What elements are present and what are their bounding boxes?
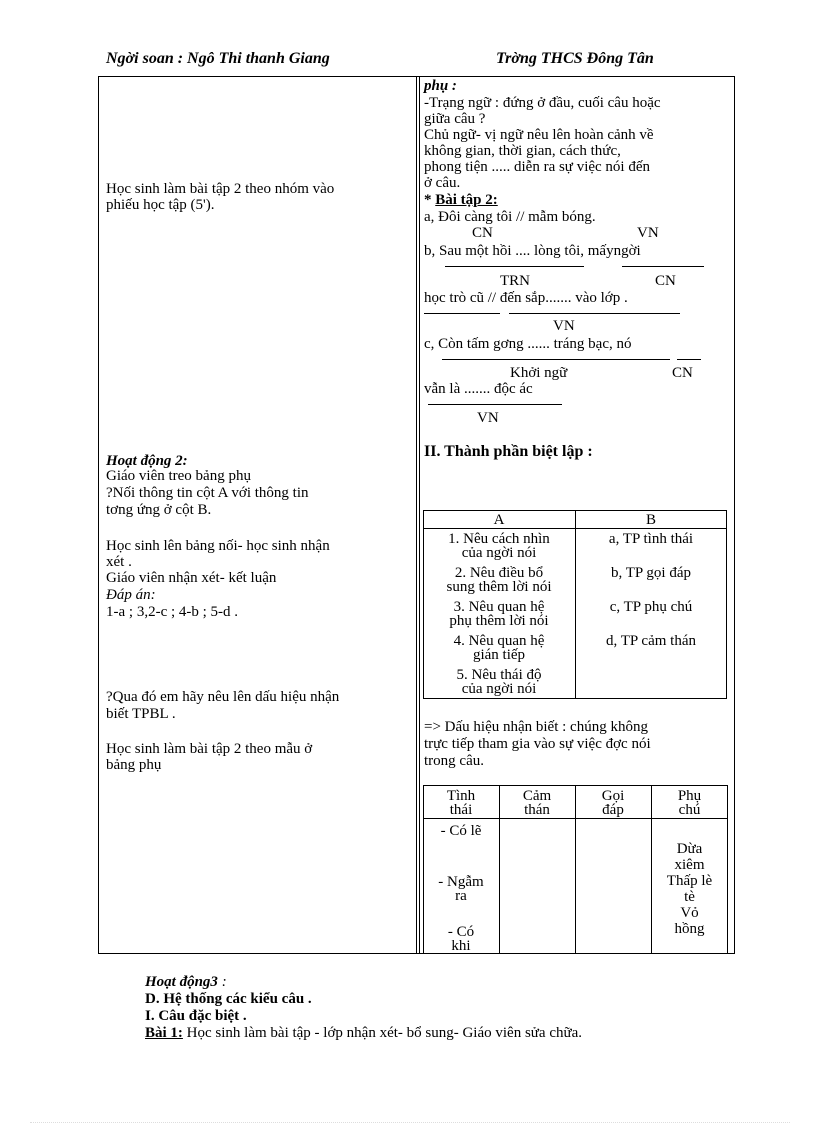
answer-label: Đáp án: [106, 587, 156, 603]
sentence-b-2: học trò cũ // đến sắp....... vào lớp . [424, 290, 628, 306]
class-header-phu-chu: Phụ chú [677, 788, 702, 818]
b-item-4: d, TP cảm thán [606, 633, 696, 649]
sign-text-2: trực tiếp tham gia vào sự việc đợc nói [424, 736, 651, 752]
sentence-a-vn: VN [637, 225, 659, 241]
underline-c-cn [677, 359, 701, 360]
adverbial-3: Chủ ngữ- vị ngữ nêu lên hoàn cảnh về [424, 127, 654, 143]
column-divider-outer [416, 76, 417, 954]
adverbial-4: không gian, thời gian, cách thức, [424, 143, 621, 159]
exercise2-title: Bài tập 2: [435, 192, 498, 208]
tinh-thai-item-3: - Có khi [447, 925, 475, 954]
section2-title: II. Thành phần biệt lập : [424, 443, 593, 460]
tinh-thai-item-2: - Ngẫm ra [438, 874, 484, 904]
teacher-conclude: Giáo viên nhận xét- kết luận [106, 570, 277, 586]
section-i: I. Câu đặc biệt . [145, 1008, 247, 1024]
exercise1-label: Bài 1: [145, 1025, 183, 1041]
student-board-1: Học sinh lên bảng nối- học sinh nhận [106, 538, 330, 554]
school-line: Trờng THCS Đông Tân [496, 50, 654, 67]
b-item-1: a, TP tình thái [608, 531, 694, 547]
author-line: Ngời soan : Ngô Thi thanh Giang [106, 50, 330, 67]
underline-b-vn [509, 313, 680, 314]
sentence-c-cn: CN [672, 365, 693, 381]
adverbial-1: -Trạng ngữ : đứng ở đầu, cuối câu hoặc [424, 95, 661, 111]
col-b-header: B [645, 512, 656, 528]
a-item-3: 3. Nêu quan hệ phụ thêm lời nói [449, 599, 549, 629]
question-signs-2: biết TPBL . [106, 706, 176, 722]
sentence-a-cn: CN [472, 225, 493, 241]
sentence-c-2: vẫn là ....... độc ác [424, 381, 533, 397]
activity2-title: Hoạt động 2: [106, 453, 188, 469]
underline-b-cn [622, 266, 704, 267]
sign-text-1: => Dấu hiệu nhận biết : chúng không [424, 719, 648, 735]
phu-chu-items: Dừa xiêm Thấp lè tè Vỏ hồng [666, 841, 713, 937]
exercise1-line [145, 1026, 582, 1041]
student-board-2: xét . [106, 554, 132, 570]
sentence-a: a, Đôi càng tôi // mẫm bóng. [424, 209, 596, 225]
matching-table-divider [575, 510, 576, 699]
sentence-b-vn: VN [553, 318, 575, 334]
class-header-cam-than: Cảm thán [522, 788, 552, 818]
question-connect-2: tơng ứng ở cột B. [106, 502, 212, 518]
a-item-1: 1. Nêu cách nhìn của ngời nói [448, 531, 550, 561]
tinh-thai-item-1: - Có lẽ [440, 823, 482, 839]
sign-text-3: trong câu. [424, 753, 484, 769]
sentence-c: c, Còn tấm gơng ...... tráng bạc, nó [424, 336, 632, 352]
underline-b-cn2 [424, 313, 500, 314]
task-model-2: bảng phụ [106, 757, 162, 773]
col-a-header: A [493, 512, 505, 528]
underline-c-khoi [442, 359, 670, 360]
a-item-2: 2. Nêu điều bổ sung thêm lời nói [446, 565, 552, 595]
adverbial-2: giữa câu ? [424, 111, 486, 127]
underline-b-trn [445, 266, 584, 267]
exercise2-heading [424, 193, 498, 208]
sentence-c-vn: VN [477, 410, 499, 426]
sentence-c-khoi: Khởi ngữ [510, 365, 568, 381]
task-model-1: Học sinh làm bài tập 2 theo mẫu ở [106, 741, 313, 757]
class-header-goi-dap: Gọi đáp [601, 788, 625, 818]
b-item-3: c, TP phụ chú [609, 599, 693, 615]
column-divider-inner [419, 76, 420, 954]
adverbial-5: phong tiện ..... diễn ra sự việc nói đến [424, 159, 650, 175]
b-item-2: b, TP gọi đáp [610, 565, 691, 581]
sentence-b-cn: CN [655, 273, 676, 289]
task-group-line-2: phiếu học tập (5'). [106, 197, 215, 213]
section-d: D. Hệ thống các kiểu câu . [145, 991, 312, 1007]
question-signs-1: ?Qua đó em hãy nêu lên dấu hiệu nhận [106, 689, 340, 705]
adverbial-6: ở câu. [424, 175, 461, 191]
phu-label: phụ : [424, 78, 457, 94]
activity3-title: Hoạt động3 : [145, 974, 227, 990]
task-group-line-1: Học sinh làm bài tập 2 theo nhóm vào [106, 181, 335, 197]
question-connect-1: ?Nối thông tin cột A với thông tin [106, 485, 309, 501]
a-item-5: 5. Nêu thái độ của ngời nói [456, 667, 542, 697]
a-item-4: 4. Nêu quan hệ gián tiếp [453, 633, 545, 663]
teacher-board: Giáo viên treo bảng phụ [106, 468, 251, 484]
class-header-tinh-thai: Tình thái [446, 788, 476, 818]
answer-value: 1-a ; 3,2-c ; 4-b ; 5-d . [106, 604, 239, 620]
underline-c-vn [428, 404, 562, 405]
exercise1-text: Học sinh làm bài tập - lớp nhận xét- bổ sung- Giáo viên sửa chữa. [182, 1025, 583, 1041]
class-header-line [423, 818, 728, 819]
exercise2-star: * [424, 192, 432, 208]
matching-table-header-line [423, 528, 727, 529]
sentence-b: b, Sau một hồi .... lòng tôi, mấyngời [424, 243, 641, 259]
sentence-b-trn: TRN [500, 273, 530, 289]
